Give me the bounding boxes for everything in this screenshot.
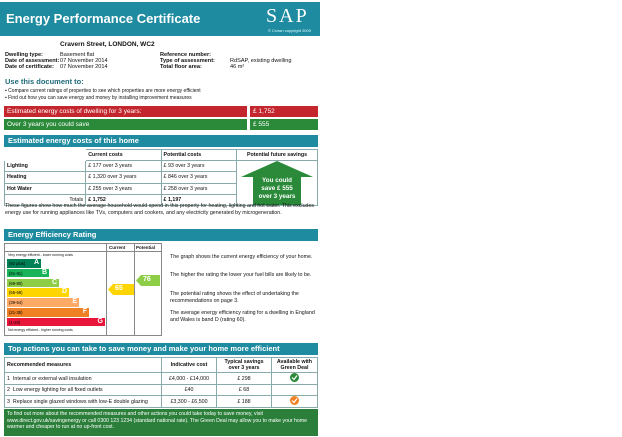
indicative-cost: £3,300 - £6,500 bbox=[162, 396, 217, 408]
typical-saving: £ 68 bbox=[217, 385, 272, 396]
measure-cell bbox=[5, 373, 162, 385]
band-range: (69-80) bbox=[9, 280, 23, 286]
detail-key: Date of certificate: bbox=[5, 64, 54, 70]
certificate-header bbox=[0, 2, 320, 36]
table-header-row bbox=[5, 358, 318, 373]
band-range: (81-91) bbox=[9, 270, 23, 276]
sap-logo-text: SAP bbox=[266, 5, 309, 27]
indicative-cost: £40 bbox=[162, 385, 217, 396]
detail-key: Type of assessment: bbox=[160, 58, 215, 64]
band-letter: C bbox=[51, 278, 57, 286]
potential-cost: £ 258 over 3 years bbox=[161, 183, 236, 194]
measure-name: Replace single glazed windows with low-E double glazing bbox=[12, 398, 148, 405]
estimated-cost-value: £ 1,752 bbox=[250, 106, 318, 117]
measure-number: 3 bbox=[7, 398, 10, 405]
rating-band-g bbox=[7, 318, 105, 327]
bullet-item: ▪ Find out how you can save energy and money by installing improvement measures bbox=[5, 95, 192, 101]
orange-check-icon bbox=[290, 396, 299, 405]
green-check-icon bbox=[290, 373, 299, 382]
table-header: Available with Green Deal bbox=[272, 358, 318, 373]
band-range: (92 plus) bbox=[9, 261, 26, 266]
table-row bbox=[5, 373, 318, 385]
table-header-row bbox=[5, 150, 318, 161]
table-header bbox=[5, 150, 86, 161]
sap-logo bbox=[266, 5, 312, 33]
band-range: (1-20) bbox=[9, 319, 21, 325]
measure-name: Low energy lighting for all fixed outlets bbox=[12, 387, 103, 393]
row-label: Hot Water bbox=[5, 183, 86, 194]
costs-note: These figures show how much the average household would spend in this property for heating, lighting and hot water. This excludes energy use for running appliances like TVs, computers and cookers, and any electricity generated by microgeneration. bbox=[5, 203, 315, 216]
rating-band-a bbox=[7, 259, 41, 268]
actions-table bbox=[4, 357, 318, 408]
detail-value: RdSAP, existing dwelling bbox=[230, 58, 292, 64]
property-address: Cravern Street, LONDON, WC2 bbox=[60, 41, 155, 48]
bullet-text: Find out how you can save energy and money by installing improvement measures bbox=[8, 95, 192, 101]
current-cost: £ 177 over 3 years bbox=[86, 161, 161, 172]
detail-key: Date of assessment: bbox=[5, 58, 60, 64]
chart-bottom-note: Not energy efficient - higher running costs bbox=[8, 328, 73, 332]
savings-arrow-text bbox=[237, 177, 317, 201]
savings-label: Over 3 years you could save bbox=[4, 119, 247, 130]
green-deal-cell bbox=[272, 385, 318, 396]
arrow-line: save £ 555 bbox=[261, 185, 293, 192]
measure-name: Internal or external wall insulation bbox=[12, 375, 92, 382]
current-cost: £ 1,320 over 3 years bbox=[86, 172, 161, 183]
efficiency-para: The graph shows the current energy efficiency of your home. bbox=[170, 254, 313, 260]
efficiency-heading: Energy Efficiency Rating bbox=[4, 229, 318, 241]
band-letter: F bbox=[82, 308, 87, 315]
band-range: (55-68) bbox=[9, 290, 23, 296]
detail-key: Total floor area: bbox=[160, 64, 202, 70]
typical-saving: £ 188 bbox=[217, 396, 272, 408]
measure-number: 2 bbox=[7, 387, 10, 393]
costs-section-heading: Estimated energy costs of this home bbox=[4, 135, 318, 147]
current-rating: 65 bbox=[115, 285, 123, 292]
potential-cost: £ 93 over 3 years bbox=[161, 161, 236, 172]
efficiency-para: The potential rating shows the effect of undertaking the recommendations on page 3. bbox=[170, 291, 299, 304]
arrow-line: over 3 years bbox=[258, 193, 296, 200]
rating-band-c bbox=[7, 279, 59, 288]
detail-value: 07 November 2014 bbox=[60, 58, 108, 64]
current-column-label: Current bbox=[109, 245, 126, 250]
rating-band-e bbox=[7, 298, 79, 307]
table-header: Indicative cost bbox=[162, 358, 217, 373]
bullet-item: ▪ Compare current ratings of properties to see which properties are more energy efficient bbox=[5, 88, 201, 94]
measure-cell bbox=[5, 385, 162, 396]
rating-band-b bbox=[7, 269, 49, 278]
potential-cost: £ 846 over 3 years bbox=[161, 172, 236, 183]
table-header: Potential future savings bbox=[237, 150, 318, 161]
row-label: Heating bbox=[5, 172, 86, 183]
detail-key: Dwelling type: bbox=[5, 52, 43, 58]
detail-key: Reference number: bbox=[160, 52, 211, 58]
footer-note: To find out more about the recommended measures and other actions you could take today to save money, visit www.direct.gov.uk/savingenergy or call 0300 123 1234 (standard national rate). The Green Deal may allow you to make your home warmer and cheaper to run at no up-front cost. bbox=[4, 409, 318, 436]
rating-band-f bbox=[7, 308, 89, 317]
bullet-text: Compare current ratings of properties to see which properties are more energy efficient bbox=[8, 88, 201, 94]
band-letter: E bbox=[72, 298, 77, 306]
table-row bbox=[5, 385, 318, 396]
savings-arrow-cell bbox=[237, 161, 318, 206]
row-label: Lighting bbox=[5, 161, 86, 172]
band-letter: A bbox=[33, 259, 39, 266]
total-potential: £ 1,197 bbox=[161, 194, 236, 205]
efficiency-para: The higher the rating the lower your fuel bills are likely to be. bbox=[170, 272, 312, 278]
indicative-cost: £4,000 - £14,000 bbox=[162, 373, 217, 385]
table-row bbox=[5, 396, 318, 408]
band-range: (21-38) bbox=[9, 310, 23, 315]
actions-heading: Top actions you can take to save money and make your home more efficient bbox=[4, 343, 318, 355]
band-letter: G bbox=[97, 317, 103, 325]
table-row bbox=[5, 161, 318, 172]
table-header: Current costs bbox=[86, 150, 161, 161]
green-deal-cell bbox=[272, 373, 318, 385]
band-letter: B bbox=[41, 268, 47, 276]
detail-value: 07 November 2014 bbox=[60, 64, 108, 70]
potential-column-label: Potential bbox=[136, 245, 156, 250]
savings-bar bbox=[4, 119, 318, 130]
measure-number: 1 bbox=[7, 375, 10, 382]
efficiency-para: The average energy efficiency rating for a dwelling in England and Wales is band D (rating 60). bbox=[170, 310, 315, 323]
chart-top-note: Very energy efficient - lower running costs bbox=[8, 253, 73, 257]
efficiency-chart bbox=[4, 243, 162, 336]
typical-saving: £ 298 bbox=[217, 373, 272, 385]
total-current: £ 1,752 bbox=[86, 194, 161, 205]
band-range: (39-54) bbox=[9, 300, 23, 306]
details-right bbox=[160, 52, 291, 70]
arrow-line: You could bbox=[262, 177, 292, 184]
band-letter: D bbox=[61, 288, 67, 296]
potential-rating: 76 bbox=[143, 276, 151, 283]
table-header: Typical savings over 3 years bbox=[217, 358, 272, 373]
detail-value: 46 m² bbox=[230, 64, 245, 70]
current-cost: £ 255 over 3 years bbox=[86, 183, 161, 194]
green-deal-cell bbox=[272, 396, 318, 408]
table-header: Potential costs bbox=[161, 150, 236, 161]
details-left bbox=[5, 52, 108, 70]
detail-value: Basement flat bbox=[60, 52, 95, 58]
table-header: Recommended measures bbox=[5, 358, 162, 373]
estimated-cost-label: Estimated energy costs of dwelling for 3 years: bbox=[4, 106, 247, 117]
copyright-text: © Crown copyright 2009 bbox=[268, 28, 311, 33]
certificate-title: Energy Performance Certificate bbox=[6, 11, 201, 26]
estimated-cost-bar bbox=[4, 106, 318, 117]
measure-cell bbox=[5, 396, 162, 408]
rating-band-d bbox=[7, 288, 69, 297]
savings-value: £ 555 bbox=[250, 119, 318, 130]
totals-label: Totals bbox=[5, 194, 86, 205]
use-doc-heading: Use this document to: bbox=[5, 77, 84, 86]
costs-table bbox=[4, 149, 318, 206]
